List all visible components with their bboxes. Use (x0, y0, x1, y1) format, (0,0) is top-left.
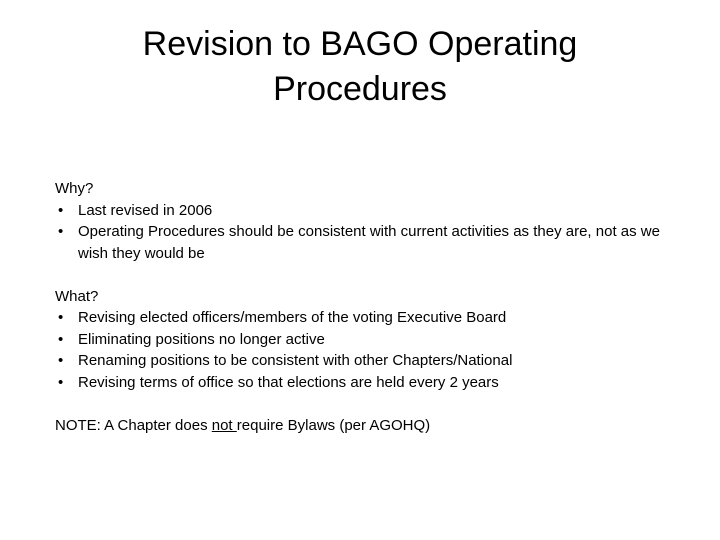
what-bullet-item (55, 350, 675, 372)
what-bullet-text: Revising elected officers/members of the voting Executive Board (78, 309, 507, 326)
why-bullet-item (55, 200, 675, 222)
what-bullet-item (55, 372, 675, 394)
bullet-icon: • (58, 309, 64, 326)
note-suffix: require Bylaws (per AGOHQ) (236, 416, 431, 434)
what-bullet-text: Renaming positions to be consistent with other Chapters/National (78, 352, 513, 369)
why-bullet-text: Operating Procedures should be consistent with current activities as they are, not as we wish they would be (78, 223, 660, 262)
bullet-icon: • (58, 352, 64, 369)
bullet-icon: • (58, 201, 64, 219)
why-bullet-text: Last revised in 2006 (78, 201, 213, 219)
slide-title (60, 22, 660, 112)
what-bullet-item (55, 307, 675, 329)
why-bullet-list (55, 200, 675, 265)
what-bullet-text: Revising terms of office so that elections are held every 2 years (78, 373, 499, 391)
why-heading: Why? (55, 180, 94, 197)
bullet-icon: • (58, 373, 64, 391)
what-bullet-item (55, 329, 675, 351)
slide-title-line-1: Revision to BAGO Operating (142, 25, 578, 63)
what-heading: What? (55, 287, 99, 305)
bullet-icon: • (58, 223, 64, 240)
note-prefix: NOTE: A Chapter does (55, 416, 212, 434)
spacer (55, 264, 675, 286)
why-bullet-item (55, 221, 675, 264)
note-line (55, 415, 675, 437)
slide-title-line-2: Procedures (273, 70, 447, 108)
what-bullet-list (55, 307, 675, 393)
what-bullet-text: Eliminating positions no longer active (78, 330, 325, 348)
slide-body (55, 178, 675, 436)
spacer (55, 393, 675, 415)
bullet-icon: • (58, 330, 64, 348)
note-emphasis: not (211, 416, 237, 434)
